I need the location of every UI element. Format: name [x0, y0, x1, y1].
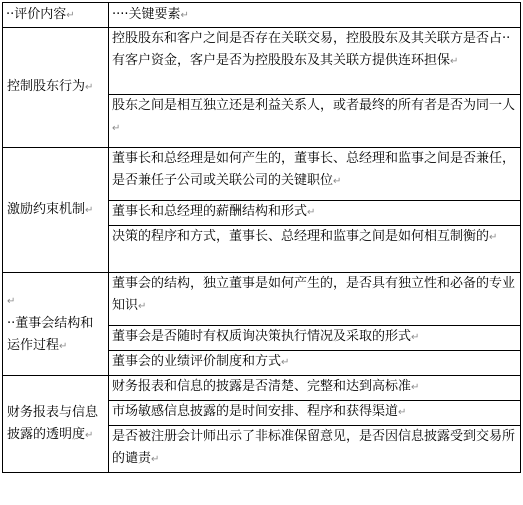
header-key-elements: ····关键要素↵ — [109, 3, 521, 28]
element-cell: 董事长和总经理的薪酬结构和形式↵ — [109, 201, 521, 226]
table-row — [3, 148, 521, 201]
element-cell: 控股股东和客户之间是否存在关联交易，控股股东及其关联方是否占··有客户资金，客户是否为控股股东及其关联方提供连环担保↵ — [109, 28, 521, 95]
element-cell: 董事会是否随时有权质询决策执行情况及采取的形式↵ — [109, 326, 521, 351]
element-cell: 财务报表和信息的披露是否清楚、完整和达到高标准↵ — [109, 376, 521, 401]
category-cell: 激励约束机制↵ — [3, 148, 109, 273]
element-cell: 董事会的业绩评价制度和方式↵ — [109, 351, 521, 376]
table-row — [3, 376, 521, 401]
category-cell: ↵ ··董事会结构和运作过程↵ — [3, 273, 109, 376]
evaluation-table — [2, 2, 521, 473]
element-cell: 董事会的结构，独立董事是如何产生的，是否具有独立性和必备的专业知识↵ — [109, 273, 521, 326]
table-row — [3, 273, 521, 326]
element-cell: 市场敏感信息披露的是时间安排、程序和获得渠道↵ — [109, 401, 521, 426]
element-cell: 是否被注册会计师出示了非标准保留意见，是否因信息披露受到交易所的谴责↵ — [109, 426, 521, 473]
category-cell: 财务报表与信息披露的透明度↵ — [3, 376, 109, 473]
header-evaluation-content: ··评价内容↵ — [3, 3, 109, 28]
element-cell: 董事长和总经理是如何产生的，董事长、总经理和监事之间是否兼任，是否兼任子公司或关联公司的关键职位↵ — [109, 148, 521, 201]
header-row — [3, 3, 521, 28]
element-cell: 决策的程序和方式，董事长、总经理和监事之间是如何相互制衡的↵ — [109, 226, 521, 273]
category-cell: 控制股东行为↵ — [3, 28, 109, 148]
table-row — [3, 28, 521, 95]
element-cell: 股东之间是相互独立还是利益关系人，或者最终的所有者是否为同一人↵ — [109, 95, 521, 148]
